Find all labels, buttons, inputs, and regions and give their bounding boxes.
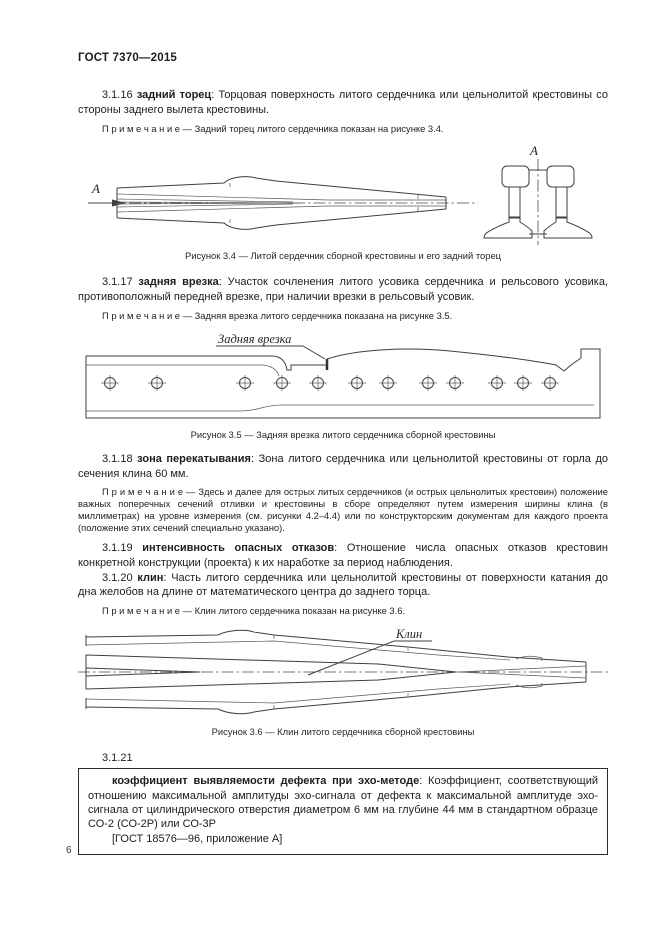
box-term: коэффициент выявляемости дефекта при эхо-методе [112,775,420,788]
figure-3-5-drawing [78,332,608,426]
note-3-1-17 [78,310,608,322]
box-definition-paragraph [88,774,598,832]
note-text: — Здесь и далее для острых литых сердечников (и острых цельнолитых крестовин) положение важных поперечных сечений отливки и крестовины в сборе определяют путем измерения ширины клина (в миллиметрах) на уровне измерения (см. рисунки 4.2–4.4) или по конструкторским документам для каждого проекта (положение этих сечений специально указано). [78,486,608,533]
figure-3-4 [78,143,608,261]
callout-rear-notch-label: Задняя врезка [218,331,292,346]
box-source-reference: [ГОСТ 18576—96, приложение А] [112,832,283,845]
section-label: А [530,142,538,158]
term-name: интенсивность опасных отказов [142,542,335,555]
term-number: 3.1.16 [102,89,133,101]
figure-3-6-caption: Рисунок 3.6 — Клин литого сердечника сборной крестовины [211,725,475,737]
note-text: — Задний торец литого сердечника показан на рисунке 3.4. [182,123,444,135]
crossing-side-view [86,349,600,418]
term-paragraph-3-1-17 [78,275,608,304]
term-name: зона перекатывания [137,452,251,465]
rail-profile-left [484,166,532,238]
figure-3-4-drawing [78,143,608,247]
callout-leader [216,346,325,359]
note-text: — Клин литого сердечника показан на рисунке 3.6. [182,604,406,616]
term-name: клин [137,571,164,584]
term-paragraph-3-1-21 [78,751,608,766]
box-definition: : Коэффициент, соответствующий отношению максимальной амплитуды эхо-сигнала от дефекта к максимальной амплитуде эхо-сигнала от цилиндрического отверстия диаметром 6 мм на глубине 44 мм в стандартном образце СО-2 (СО-2Р) или СО-3Р [88,775,598,831]
term-number: 3.1.20 [102,571,133,584]
note-label: П р и м е ч а н и е [102,310,181,322]
note-text: — Задняя врезка литого сердечника показана на рисунке 3.5. [182,310,453,322]
term-number: 3.1.17 [102,275,133,288]
rear-end-cross-section [484,143,592,245]
doc-code-header: ГОСТ 7370—2015 [78,52,178,64]
figure-3-4-caption: Рисунок 3.4 — Литой сердечник сборной крестовины и его задний торец [184,249,502,261]
term-number: 3.1.19 [102,542,133,555]
term-paragraph-3-1-18 [78,452,608,481]
borrowed-definition-box [78,768,608,855]
term-number: 3.1.18 [102,452,133,465]
figure-3-6-drawing [78,625,608,723]
term-name: задний торец [136,89,212,101]
note-label: П р и м е ч а н и е [102,604,181,616]
term-definition: : Торцовая поверхность литого сердечника или цельнолитой крестовины со стороны заднего вылета крестовины. [78,89,608,116]
term-paragraph-3-1-20 [78,571,608,600]
term-number: 3.1.21 [102,751,133,764]
page-number: 6 [66,845,72,856]
figure-3-5 [78,332,608,440]
term-name: задняя врезка [138,275,219,288]
term-definition: : Зона литого сердечника или цельнолитой крестовины от горла до сечения клина 60 мм. [78,452,609,480]
note-3-1-18 [78,486,608,533]
document-page [78,52,608,855]
figure-3-5-caption: Рисунок 3.5 — Задняя врезка литого сердечника сборной крестовины [190,428,496,440]
term-definition: : Часть литого сердечника или цельнолитой крестовины от поверхности катания до дна желобов на длине от математического центра до заднего торца. [78,571,608,599]
term-paragraph-3-1-16 [78,88,608,117]
note-label: П р и м е ч а н и е [102,123,181,135]
term-definition: : Участок сочленения литого усовика сердечника и рельсового усовика, противоположный передней врезке, при наличии врезки в рельсовый усовик. [78,275,608,303]
callout-leader [308,641,432,675]
term-paragraph-3-1-19 [78,541,608,570]
note-3-1-16 [78,123,608,135]
rail-profile-right [544,166,592,238]
view-arrow-label: А [92,180,100,196]
note-label: П р и м е ч а н и е [102,486,184,498]
figure-3-6 [78,625,608,737]
note-3-1-20 [78,605,608,617]
term-definition: : Отношение числа опасных отказов крестовин конкретной конструкции (проекта) к их наработке за период наблюдения. [78,542,608,569]
callout-wedge-label: Клин [396,626,423,641]
